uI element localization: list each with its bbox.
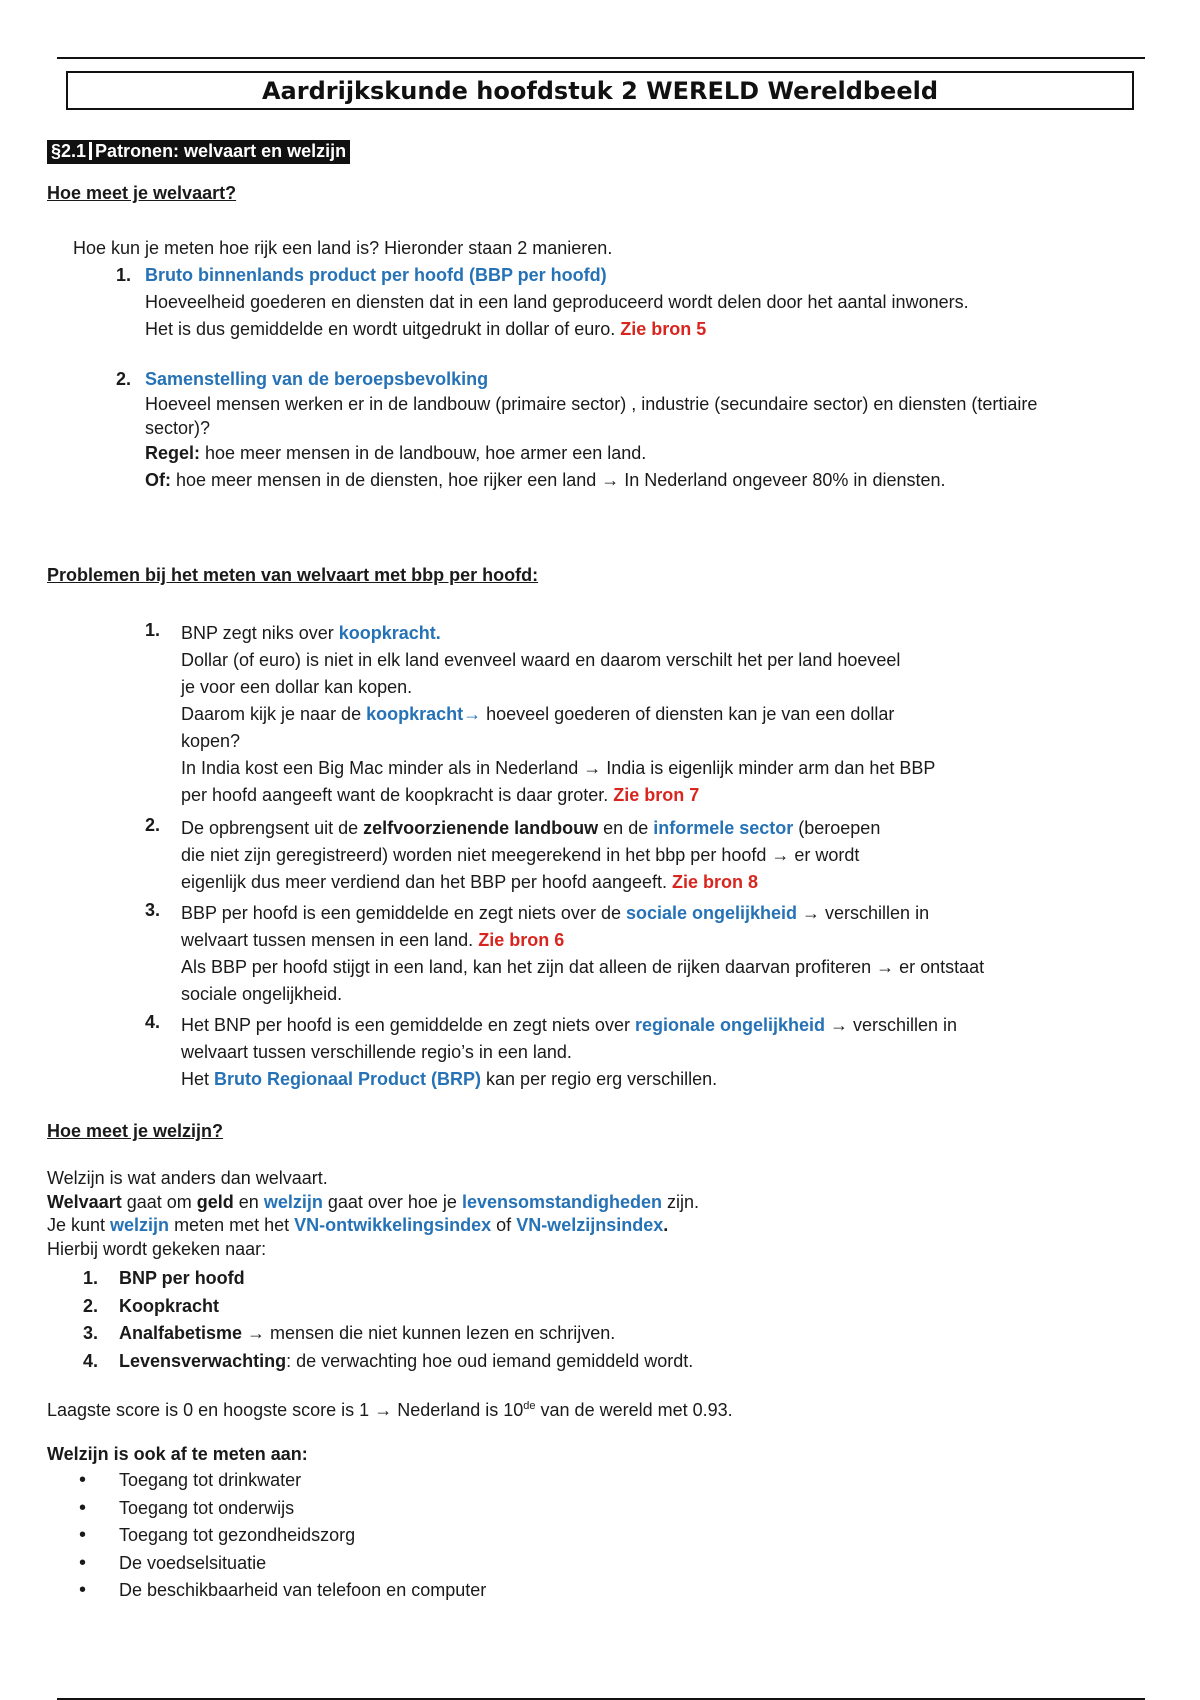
probleem-number: 4.	[145, 1012, 161, 1032]
criterium-title: Levensverwachting	[119, 1350, 287, 1371]
document-title-text: Aardrijkskunde hoofdstuk 2 WERELD Wereldbeeld	[261, 76, 939, 105]
criterium-title: Analfabetisme	[119, 1323, 243, 1343]
bron-reference: Zie bron 7	[613, 785, 700, 805]
criterium-item	[83, 1265, 1157, 1293]
welvaart-item-number: 2.	[116, 369, 132, 389]
probleem-line	[181, 869, 1157, 896]
welzijn-text: of	[491, 1215, 517, 1235]
welzijn-line: Welzijn is wat anders dan welvaart.	[47, 1168, 328, 1188]
welvaart-item-text	[145, 316, 1157, 343]
welvaart-item-text-span: Het is dus gemiddelde en wordt uitgedrukt in dollar of euro.	[145, 319, 616, 339]
probleem-line	[181, 782, 1157, 809]
probleem-text: → verschillen in	[825, 1015, 958, 1035]
probleem-line	[181, 701, 1157, 728]
probleem-line: Als BBP per hoofd stijgt in een land, kan het zijn dat alleen de rijken daarvan profiteren → er ontstaat	[181, 957, 985, 977]
criterium-item	[83, 1293, 1157, 1321]
criterium-item	[83, 1320, 1157, 1348]
probleem-text: Het	[181, 1069, 215, 1089]
heading-welvaart: Hoe meet je welvaart?	[47, 183, 237, 203]
bullet-item	[47, 1577, 1157, 1605]
probleem-text: en de	[598, 818, 654, 838]
probleem-line	[181, 620, 1157, 647]
welzijn-text: Je kunt	[47, 1215, 111, 1235]
section-title: Patronen: welvaart en welzijn	[95, 141, 347, 161]
welvaart-item-text: Hoeveelheid goederen en diensten dat in een land geproduceerd wordt delen door het aantal inwoners.	[145, 292, 969, 312]
welzijn-line	[47, 1214, 1157, 1238]
probleem-number: 2.	[145, 815, 161, 835]
probleem-line	[181, 1012, 1157, 1039]
probleem-text: BNP zegt niks over	[181, 623, 339, 643]
bullet-dot-icon: •	[79, 1551, 87, 1574]
bullet-text: De beschikbaarheid van telefoon en computer	[119, 1580, 487, 1600]
probleem-text: (beroepen	[793, 818, 881, 838]
welzijn-term: welzijn	[263, 1191, 323, 1212]
regel-text: hoe meer mensen in de landbouw, hoe armer een land.	[200, 443, 647, 463]
of-line	[145, 467, 1157, 494]
koopkracht-term: koopkracht.	[338, 623, 441, 643]
probleem-text: Daarom kijk je naar de	[181, 704, 367, 724]
probleem-line	[181, 815, 1157, 842]
bullet-dot-icon: •	[79, 1579, 87, 1601]
criterium-number: 1.	[83, 1268, 99, 1288]
criterium-title: BNP per hoofd	[119, 1268, 245, 1288]
regionale-ongelijkheid-term: regionale ongelijkheid	[634, 1015, 825, 1035]
heading-welzijn: Hoe meet je welzijn?	[47, 1121, 224, 1141]
document-body	[47, 140, 1157, 1605]
welzijn-text: meten met het	[169, 1215, 295, 1235]
document-title	[66, 71, 1134, 110]
probleem-text: eigenlijk dus meer verdiend dan het BBP per hoofd aangeeft.	[181, 872, 667, 892]
probleem-item-1	[145, 620, 1157, 809]
section-badge	[47, 140, 350, 164]
welzijn-text: zijn.	[662, 1191, 700, 1212]
score-text: Laagste score is 0 en hoogste score is 1 → Nederland is 10	[47, 1400, 524, 1420]
probleem-line	[181, 900, 1157, 927]
probleem-text: per hoofd aangeeft want de koopkracht is daar groter.	[181, 785, 609, 805]
probleem-item-4	[145, 1012, 1157, 1093]
probleem-text: → verschillen in	[797, 903, 930, 923]
probleem-line: welvaart tussen verschillende regio’s in een land.	[181, 1042, 572, 1062]
probleem-line	[181, 1066, 1157, 1093]
probleem-line: Dollar (of euro) is niet in elk land evenveel waard en daarom verschilt het per land hoeveel	[181, 650, 901, 670]
probleem-item-2	[145, 815, 1157, 896]
top-rule	[57, 57, 1145, 59]
regel-line	[145, 440, 1157, 467]
welvaart-item-2	[116, 366, 1157, 494]
probleem-item-3	[145, 900, 1157, 1008]
welvaart-item-title: Bruto binnenlands product per hoofd (BBP per hoofd)	[145, 265, 607, 285]
probleem-text: De opbrengsent uit de	[181, 818, 364, 838]
probleem-line: In India kost een Big Mac minder als in Nederland → India is eigenlijk minder arm dan het BBP	[181, 758, 936, 778]
section-header	[47, 140, 1157, 164]
bron-reference: Zie bron 5	[620, 319, 707, 339]
welzijn-text: gaat over hoe je	[322, 1191, 462, 1212]
welzijn-block	[47, 1167, 1157, 1261]
informele-sector-term: informele sector	[653, 818, 794, 838]
score-text: van de wereld met 0.93.	[535, 1400, 733, 1420]
bold-term: zelfvoorzienende landbouw	[363, 818, 599, 838]
probleem-line: die niet zijn geregistreerd) worden niet meegerekend in het bbp per hoofd → er wordt	[181, 845, 860, 865]
probleem-number: 1.	[145, 620, 161, 640]
bullet-text: Toegang tot gezondheidszorg	[119, 1525, 356, 1545]
welzijn-text: gaat om	[121, 1191, 197, 1212]
bold-term: geld	[196, 1191, 234, 1212]
bullet-item	[47, 1550, 1157, 1578]
vn-ontwikkelingsindex-term: VN-ontwikkelingsindex	[294, 1215, 492, 1235]
probleem-text: Het BNP per hoofd is een gemiddelde en zegt niets over	[181, 1015, 635, 1035]
bullet-dot-icon: •	[79, 1496, 87, 1519]
score-line	[47, 1393, 1157, 1423]
welzijn-criteria-list	[83, 1265, 1157, 1375]
probleem-text: kan per regio erg verschillen.	[481, 1069, 718, 1089]
bullet-dot-icon: •	[79, 1524, 87, 1546]
koopkracht-term: koopkracht→	[366, 704, 482, 724]
criterium-title: Koopkracht	[119, 1295, 220, 1316]
welvaart-intro: Hoe kun je meten hoe rijk een land is? Hieronder staan 2 manieren.	[73, 238, 613, 258]
welvaart-item-number: 1.	[116, 265, 132, 285]
bullet-text: Toegang tot onderwijs	[119, 1497, 295, 1518]
criterium-number: 2.	[83, 1295, 99, 1316]
welvaart-item-title: Samenstelling van de beroepsbevolking	[145, 369, 489, 389]
bullet-text: Toegang tot drinkwater	[119, 1470, 302, 1490]
criterium-number: 4.	[83, 1350, 99, 1371]
probleem-line	[181, 927, 1157, 954]
bron-reference: Zie bron 6	[478, 930, 565, 950]
problemen-list	[145, 620, 1157, 1093]
bullet-item	[47, 1522, 1157, 1550]
probleem-line: sociale ongelijkheid.	[181, 984, 343, 1004]
bullet-text: De voedselsituatie	[119, 1552, 267, 1573]
of-text: hoe meer mensen in de diensten, hoe rijker een land → In Nederland ongeveer 80% in diensten.	[171, 470, 946, 490]
bullet-item	[47, 1495, 1157, 1523]
criterium-number: 3.	[83, 1323, 99, 1343]
brp-term: Bruto Regionaal Product (BRP)	[214, 1069, 482, 1089]
criterium-text: → mensen die niet kunnen lezen en schrijven.	[242, 1323, 616, 1343]
heading-problemen: Problemen bij het meten van welvaart met bbp per hoofd:	[47, 565, 539, 585]
score-superscript: de	[523, 1400, 536, 1412]
criterium-text: : de verwachting hoe oud iemand gemiddeld wordt.	[286, 1350, 694, 1371]
sociale-ongelijkheid-term: sociale ongelijkheid	[625, 903, 798, 923]
regel-label: Regel:	[145, 443, 201, 463]
probleem-number: 3.	[145, 900, 161, 920]
welzijn-text: .	[663, 1215, 669, 1235]
welvaart-item-1	[116, 262, 1157, 343]
welzijn-ook-heading: Welzijn is ook af te meten aan:	[47, 1444, 308, 1464]
criterium-item	[83, 1348, 1157, 1376]
welzijn-line: Hierbij wordt gekeken naar:	[47, 1238, 267, 1259]
probleem-line: kopen?	[181, 731, 241, 751]
probleem-text: BBP per hoofd is een gemiddelde en zegt niets over de	[181, 903, 626, 923]
of-label: Of:	[145, 470, 171, 490]
welvaart-item-text: Hoeveel mensen werken er in de landbouw (primaire sector) , industrie (secundaire sector) en diensten (tertiaire	[145, 394, 1038, 414]
probleem-line: je voor een dollar kan kopen.	[181, 677, 413, 697]
welvaart-item-text: sector)?	[145, 418, 211, 438]
bullet-dot-icon: •	[79, 1469, 87, 1491]
probleem-text: hoeveel goederen of diensten kan je van een dollar	[481, 704, 895, 724]
bullet-item	[47, 1467, 1157, 1495]
section-number: §2.1	[51, 141, 87, 161]
vn-welzijnsindex-term: VN-welzijnsindex	[516, 1215, 664, 1235]
probleem-text: welvaart tussen mensen in een land.	[181, 930, 474, 950]
levensomstandigheden-term: levensomstandigheden	[461, 1191, 662, 1212]
welzijn-text: en	[233, 1191, 264, 1212]
bold-term: Welvaart	[47, 1191, 122, 1212]
welzijn-bullet-list	[47, 1467, 1157, 1605]
welzijn-term: welzijn	[110, 1215, 170, 1235]
welzijn-line	[47, 1191, 1157, 1215]
bron-reference: Zie bron 8	[672, 872, 759, 892]
